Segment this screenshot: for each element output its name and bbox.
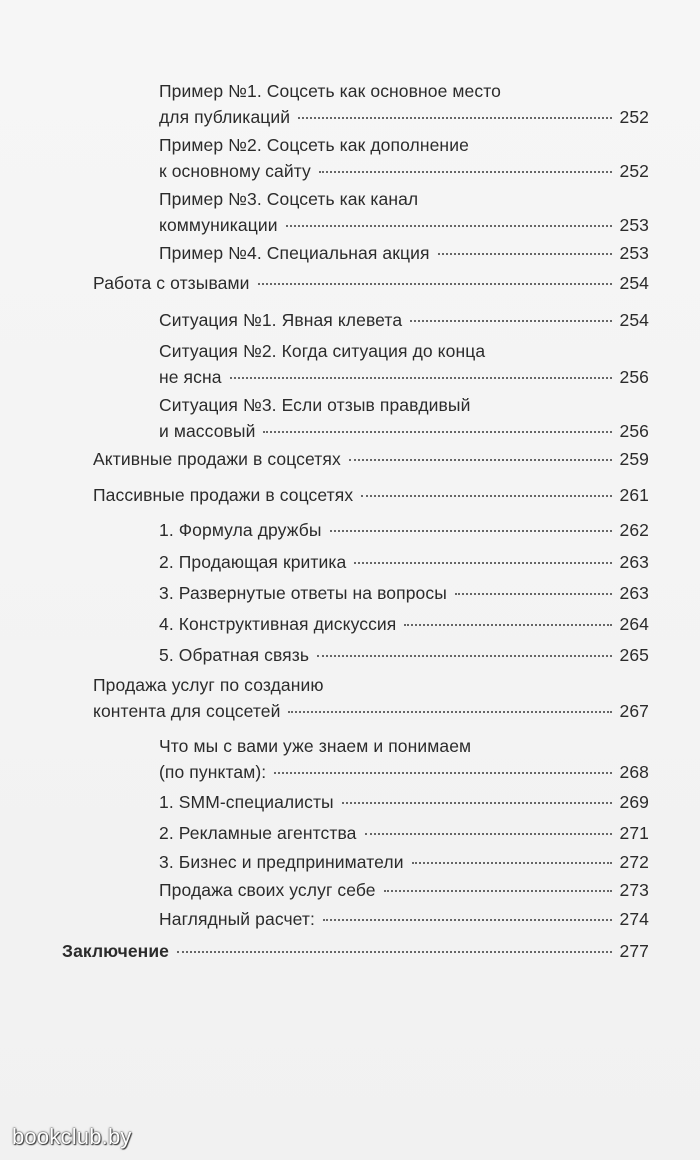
toc-entry-title: Продажа своих услуг себе <box>159 880 376 900</box>
toc-page-number: 267 <box>619 701 649 721</box>
toc-page-number: 264 <box>619 614 649 634</box>
toc-entry-title: Что мы с вами уже знаем и понимаем <box>159 736 472 756</box>
toc-page-number: 268 <box>619 762 649 782</box>
dot-leader <box>258 283 612 285</box>
dot-leader <box>410 320 611 322</box>
dot-leader <box>330 530 612 532</box>
dot-leader <box>230 377 612 379</box>
toc-page-number: 262 <box>619 520 649 540</box>
dot-leader <box>384 890 612 892</box>
dot-leader <box>319 171 612 173</box>
toc-entry-title: Пассивные продажи в соцсетях <box>93 485 354 505</box>
toc-entry[interactable] <box>159 392 649 444</box>
toc-entry[interactable] <box>159 307 649 333</box>
toc-page-number: 271 <box>619 823 649 843</box>
toc-entry[interactable] <box>159 580 649 606</box>
toc-entry-title: Продажа услуг по созданию <box>93 675 324 695</box>
toc-page-number: 277 <box>619 941 649 961</box>
toc-entry[interactable] <box>93 672 649 724</box>
toc-entry-title: 1. SMM-специалисты <box>159 792 334 812</box>
watermark: bookclub.by <box>12 1124 132 1149</box>
dot-leader <box>349 459 612 461</box>
toc-page-number: 259 <box>619 449 649 469</box>
toc-entry-title: 1. Формула дружбы <box>159 520 322 540</box>
toc-page-number: 256 <box>619 367 649 387</box>
dot-leader <box>274 772 611 774</box>
toc-entry-title: 3. Развернутые ответы на вопросы <box>159 583 447 603</box>
dot-leader <box>438 253 612 255</box>
toc-entry[interactable] <box>159 789 649 815</box>
toc-entry-title: коммуникации <box>159 215 278 235</box>
toc-entry-title: не ясна <box>159 367 222 387</box>
toc-entry-title: Пример №3. Соцсеть как канал <box>159 189 419 209</box>
toc-page-number: 252 <box>619 107 649 127</box>
toc-entry[interactable] <box>159 733 649 785</box>
toc-page-number: 254 <box>619 273 649 293</box>
toc-page-number: 256 <box>619 421 649 441</box>
toc-entry[interactable] <box>159 240 649 266</box>
toc-entry-title: Активные продажи в соцсетях <box>93 449 341 469</box>
toc-page-number: 254 <box>619 310 649 330</box>
dot-leader <box>455 593 612 595</box>
toc-entry[interactable] <box>93 270 649 296</box>
toc-entry[interactable] <box>62 938 649 964</box>
dot-leader <box>365 833 612 835</box>
toc-entry-title: 4. Конструктивная дискуссия <box>159 614 397 634</box>
toc-entry-title: Работа с отзывами <box>93 273 250 293</box>
toc-entry[interactable] <box>159 338 649 390</box>
dot-leader <box>317 655 611 657</box>
dot-leader <box>342 802 612 804</box>
toc-page-number: 274 <box>619 909 649 929</box>
toc-entry[interactable] <box>93 446 649 472</box>
dot-leader <box>286 225 612 227</box>
toc-entry-title: Пример №4. Специальная акция <box>159 243 430 263</box>
toc-page-number: 263 <box>619 552 649 572</box>
toc-page-number: 261 <box>619 485 649 505</box>
toc-entry[interactable] <box>93 482 649 508</box>
toc-entry-title: 2. Рекламные агентства <box>159 823 357 843</box>
toc-entry-title: Ситуация №3. Если отзыв правдивый <box>159 395 471 415</box>
toc-entry-title: и массовый <box>159 421 256 441</box>
toc-entry-title: Ситуация №1. Явная клевета <box>159 310 403 330</box>
dot-leader <box>177 951 611 953</box>
toc-entry[interactable] <box>159 549 649 575</box>
dot-leader <box>361 495 611 497</box>
toc-entry[interactable] <box>159 877 649 903</box>
toc-page-number: 265 <box>619 645 649 665</box>
toc-entry[interactable] <box>159 186 649 238</box>
toc-entry[interactable] <box>159 642 649 668</box>
toc-entry-title: (по пунктам): <box>159 762 267 782</box>
dot-leader <box>263 431 611 433</box>
toc-entry-title: к основному сайту <box>159 161 311 181</box>
toc-page-number: 263 <box>619 583 649 603</box>
toc-entry-title: Пример №2. Соцсеть как дополнение <box>159 135 469 155</box>
toc-entry-title: 5. Обратная связь <box>159 645 310 665</box>
toc-page-number: 253 <box>619 215 649 235</box>
toc-entry-title: 3. Бизнес и предприниматели <box>159 852 404 872</box>
toc-entry-title: для публикаций <box>159 107 291 127</box>
dot-leader <box>404 624 611 626</box>
toc-entry[interactable] <box>159 132 649 184</box>
toc-entry[interactable] <box>159 611 649 637</box>
toc-entry-title: Пример №1. Соцсеть как основное место <box>159 81 501 101</box>
toc-entry-title: Заключение <box>62 941 170 961</box>
toc-entry[interactable] <box>159 820 649 846</box>
dot-leader <box>323 919 611 921</box>
dot-leader <box>412 862 612 864</box>
dot-leader <box>288 711 611 713</box>
toc-page-number: 252 <box>619 161 649 181</box>
toc-page-number: 253 <box>619 243 649 263</box>
dot-leader <box>354 562 611 564</box>
toc-entry-title: 2. Продающая критика <box>159 552 347 572</box>
toc-entry[interactable] <box>159 78 649 130</box>
toc-entry[interactable] <box>159 906 649 932</box>
toc-entry-title: контента для соцсетей <box>93 701 281 721</box>
toc-entry-title: Наглядный расчет: <box>159 909 316 929</box>
dot-leader <box>298 117 611 119</box>
toc-entry-title: Ситуация №2. Когда ситуация до конца <box>159 341 486 361</box>
toc-page-number: 269 <box>619 792 649 812</box>
toc-page-number: 272 <box>619 852 649 872</box>
toc-entry[interactable] <box>159 849 649 875</box>
toc-entry[interactable] <box>159 517 649 543</box>
toc-page-number: 273 <box>619 880 649 900</box>
